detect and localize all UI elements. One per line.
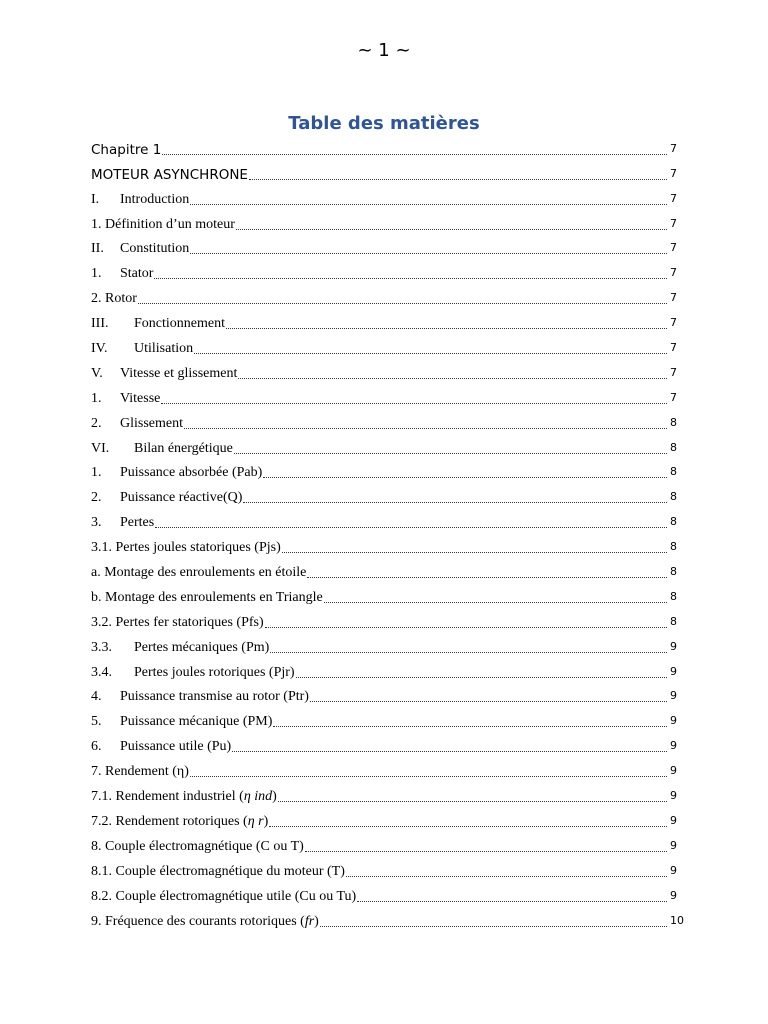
toc-entry-text: Pertes joules rotoriques (Pjr) <box>134 664 295 680</box>
toc-entry-number: 1. <box>91 266 102 282</box>
toc-entry-text: 8.2. Couple électromagnétique utile (Cu ou Tu) <box>91 888 357 904</box>
toc-leader-dots <box>154 277 667 279</box>
toc-entry-suffix: ) <box>263 813 269 829</box>
toc-page-number: 7 <box>670 266 677 280</box>
toc-page-number: 9 <box>670 764 677 778</box>
toc-entry-label <box>91 590 323 606</box>
toc-entry-label <box>91 914 319 930</box>
toc-entry-label <box>91 764 189 780</box>
toc-leader-dots <box>226 327 667 329</box>
toc-entry-text: 7.2. Rendement rotoriques ( <box>91 813 248 829</box>
toc-entry-number: 1. <box>91 390 102 406</box>
toc-leader-dots <box>190 203 667 205</box>
toc-leader-dots <box>278 800 667 802</box>
toc-entry-label <box>91 366 237 382</box>
toc-entry[interactable] <box>91 233 677 258</box>
toc-leader-dots <box>324 601 667 603</box>
toc-entry[interactable] <box>91 481 677 506</box>
toc-page-number: 9 <box>670 714 677 728</box>
toc-leader-dots <box>357 900 667 902</box>
toc-entry-text: MOTEUR ASYNCHRONE <box>91 166 248 183</box>
toc-page-number: 9 <box>670 888 677 902</box>
toc-entry-label <box>91 266 153 282</box>
toc-page-number: 8 <box>670 440 677 454</box>
toc-entry-text: b. Montage des enroulements en Triangle <box>91 589 323 605</box>
toc-entry[interactable] <box>91 432 677 457</box>
toc-entry-label <box>91 689 309 705</box>
toc-entry-label <box>91 192 189 208</box>
toc-page-number: 7 <box>670 316 677 330</box>
toc-leader-dots <box>346 875 667 877</box>
toc-entry[interactable] <box>91 705 677 730</box>
toc-entry-label <box>91 839 304 855</box>
toc-page-number: 8 <box>670 515 677 529</box>
toc-leader-dots <box>270 651 667 653</box>
toc-entry-text: a. Montage des enroulements en étoile <box>91 565 307 581</box>
toc-page-number: 9 <box>670 789 677 803</box>
toc-entry-text: Glissement <box>120 415 183 431</box>
toc-entry-text: Stator <box>120 266 154 282</box>
toc-entry[interactable] <box>91 880 677 905</box>
toc-leader-dots <box>265 626 667 628</box>
toc-leader-dots <box>243 501 667 503</box>
toc-entry-text: 3.2. Pertes fer statoriques (Pfs) <box>91 614 264 630</box>
toc-page-number: 8 <box>670 565 677 579</box>
toc-entry-number: 5. <box>91 714 102 730</box>
toc-entry-number: 3.3. <box>91 639 112 655</box>
toc-leader-dots <box>249 178 667 180</box>
toc-entry-number: 4. <box>91 689 102 705</box>
toc-entry[interactable] <box>91 905 684 930</box>
toc-entry[interactable] <box>91 730 677 755</box>
toc-entry[interactable] <box>91 183 677 208</box>
toc-entry-text: Bilan énergétique <box>134 440 233 456</box>
toc-page-number: 8 <box>670 614 677 628</box>
toc-page-number: 8 <box>670 465 677 479</box>
toc-entry-number: 3.4. <box>91 664 112 680</box>
toc-entry-label <box>91 540 281 556</box>
toc-title: Table des matières <box>288 113 480 134</box>
toc-leader-dots <box>232 750 667 752</box>
toc-entry-label <box>91 217 235 233</box>
toc-entry[interactable] <box>91 581 677 606</box>
toc-entry[interactable] <box>91 382 677 407</box>
toc-page-number: 9 <box>670 639 677 653</box>
toc-page-number: 8 <box>670 589 677 603</box>
table-of-contents <box>91 133 684 930</box>
toc-entry[interactable] <box>91 531 677 556</box>
toc-page-number: 9 <box>670 689 677 703</box>
toc-entry-number: II. <box>91 241 104 257</box>
toc-entry[interactable] <box>91 606 677 631</box>
toc-page-number: 7 <box>670 390 677 404</box>
toc-entry-number: I. <box>91 191 100 207</box>
toc-entry-text: 2. Rotor <box>91 291 137 307</box>
toc-leader-dots <box>138 302 667 304</box>
toc-leader-dots <box>310 700 667 702</box>
toc-page-number: 9 <box>670 813 677 827</box>
toc-entry-label <box>91 814 268 830</box>
toc-entry-label <box>91 316 225 332</box>
toc-entry[interactable] <box>91 357 677 382</box>
toc-entry-text: 8.1. Couple électromagnétique du moteur (T) <box>91 863 345 879</box>
toc-entry-number: VI. <box>91 440 110 456</box>
toc-entry-label <box>91 241 189 257</box>
toc-entry-text: Puissance réactive(Q) <box>120 490 243 506</box>
toc-page-number: 9 <box>670 664 677 678</box>
toc-leader-dots <box>282 551 667 553</box>
toc-leader-dots <box>190 252 667 254</box>
toc-entry-label <box>91 142 161 158</box>
toc-entry[interactable] <box>91 855 677 880</box>
toc-leader-dots <box>263 476 667 478</box>
toc-entry[interactable] <box>91 282 677 307</box>
toc-page-number: 10 <box>670 913 684 927</box>
toc-leader-dots <box>238 377 667 379</box>
toc-entry[interactable] <box>91 457 677 482</box>
toc-leader-dots <box>296 676 667 678</box>
toc-leader-dots <box>320 925 667 927</box>
toc-entry[interactable] <box>91 307 677 332</box>
toc-entry-text: 3.1. Pertes joules statoriques (Pjs) <box>91 540 281 556</box>
toc-entry-label <box>91 391 160 407</box>
toc-entry[interactable] <box>91 780 677 805</box>
toc-entry-text: 7. Rendement (η) <box>91 764 189 780</box>
toc-entry[interactable] <box>91 681 677 706</box>
toc-entry[interactable] <box>91 332 677 357</box>
toc-page-number: 8 <box>670 415 677 429</box>
toc-leader-dots <box>236 228 667 230</box>
toc-page-number: 7 <box>670 341 677 355</box>
toc-leader-dots <box>305 850 667 852</box>
toc-entry[interactable] <box>91 158 677 183</box>
toc-entry-number: IV. <box>91 341 108 357</box>
toc-entry-label <box>91 789 277 805</box>
toc-page-number: 7 <box>670 216 677 230</box>
toc-entry-label <box>91 416 183 432</box>
toc-entry[interactable] <box>91 133 677 158</box>
toc-entry[interactable] <box>91 755 677 780</box>
toc-entry[interactable] <box>91 830 677 855</box>
toc-entry-label <box>91 291 137 307</box>
toc-page-number: 9 <box>670 838 677 852</box>
toc-page-number: 8 <box>670 540 677 554</box>
toc-entry-text: Pertes <box>120 515 155 531</box>
toc-entry-label <box>91 889 356 905</box>
toc-entry-text: Introduction <box>120 191 190 207</box>
toc-entry-label <box>91 714 272 730</box>
toc-entry-label <box>91 465 262 481</box>
toc-entry-number: III. <box>91 316 109 332</box>
toc-entry-number: 2. <box>91 415 102 431</box>
toc-entry-number: 3. <box>91 515 102 531</box>
toc-entry-label <box>91 490 242 506</box>
toc-entry-text: Vitesse <box>120 390 161 406</box>
toc-page-number: 7 <box>670 191 677 205</box>
toc-entry[interactable] <box>91 506 677 531</box>
toc-entry-number: V. <box>91 365 103 381</box>
toc-entry[interactable] <box>91 631 677 656</box>
toc-entry-label <box>91 441 233 457</box>
toc-leader-dots <box>194 352 667 354</box>
toc-entry[interactable] <box>91 805 677 830</box>
toc-leader-dots <box>234 452 667 454</box>
toc-entry[interactable] <box>91 656 677 681</box>
toc-entry-text: Vitesse et glissement <box>120 365 238 381</box>
toc-leader-dots <box>273 725 667 727</box>
toc-page-number: 7 <box>670 241 677 255</box>
toc-entry-label <box>91 167 248 183</box>
toc-entry-text: Chapitre 1 <box>91 141 162 158</box>
toc-entry-text: 7.1. Rendement industriel ( <box>91 789 244 805</box>
toc-entry-text: Puissance absorbée (Pab) <box>120 465 263 481</box>
toc-entry-label <box>91 565 306 581</box>
toc-entry-text: Utilisation <box>134 341 194 357</box>
toc-entry-math: fr <box>304 913 315 929</box>
toc-entry-suffix: ) <box>272 789 277 805</box>
toc-entry-label <box>91 640 269 656</box>
toc-entry-math: η ind <box>243 789 273 805</box>
toc-entry-text: Constitution <box>120 241 190 257</box>
toc-entry[interactable] <box>91 257 677 282</box>
toc-entry-text: Puissance transmise au rotor (Ptr) <box>120 689 309 705</box>
toc-entry-label <box>91 515 154 531</box>
toc-entry[interactable] <box>91 556 677 581</box>
toc-entry-number: 6. <box>91 739 102 755</box>
toc-page-number: 7 <box>670 291 677 305</box>
page-number: ~ 1 ~ <box>357 40 411 61</box>
toc-entry[interactable] <box>91 407 677 432</box>
toc-entry-number: 1. <box>91 465 102 481</box>
toc-entry-label <box>91 615 264 631</box>
toc-entry[interactable] <box>91 208 677 233</box>
toc-entry-text: Puissance utile (Pu) <box>120 739 232 755</box>
toc-entry-label <box>91 665 295 681</box>
toc-entry-text: 9. Fréquence des courants rotoriques ( <box>91 913 305 929</box>
toc-entry-math: η r <box>247 813 264 829</box>
toc-page-number: 8 <box>670 490 677 504</box>
toc-leader-dots <box>155 526 667 528</box>
toc-entry-label <box>91 864 345 880</box>
toc-entry-label <box>91 739 231 755</box>
toc-leader-dots <box>161 402 667 404</box>
toc-leader-dots <box>162 153 667 155</box>
toc-page-number: 7 <box>670 166 677 180</box>
toc-page-number: 9 <box>670 739 677 753</box>
toc-leader-dots <box>269 825 667 827</box>
toc-entry-number: 2. <box>91 490 102 506</box>
toc-page-number: 7 <box>670 141 677 155</box>
toc-entry-suffix: ) <box>314 913 319 929</box>
toc-entry-text: 8. Couple électromagnétique (C ou T) <box>91 838 304 854</box>
toc-leader-dots <box>307 576 667 578</box>
toc-entry-text: Fonctionnement <box>134 316 225 332</box>
toc-page-number: 7 <box>670 365 677 379</box>
toc-leader-dots <box>190 775 667 777</box>
toc-entry-text: 1. Définition d’un moteur <box>91 216 235 232</box>
toc-leader-dots <box>184 427 667 429</box>
toc-entry-text: Pertes mécaniques (Pm) <box>134 639 270 655</box>
toc-entry-label <box>91 341 193 357</box>
toc-page-number: 9 <box>670 863 677 877</box>
toc-entry-text: Puissance mécanique (PM) <box>120 714 273 730</box>
